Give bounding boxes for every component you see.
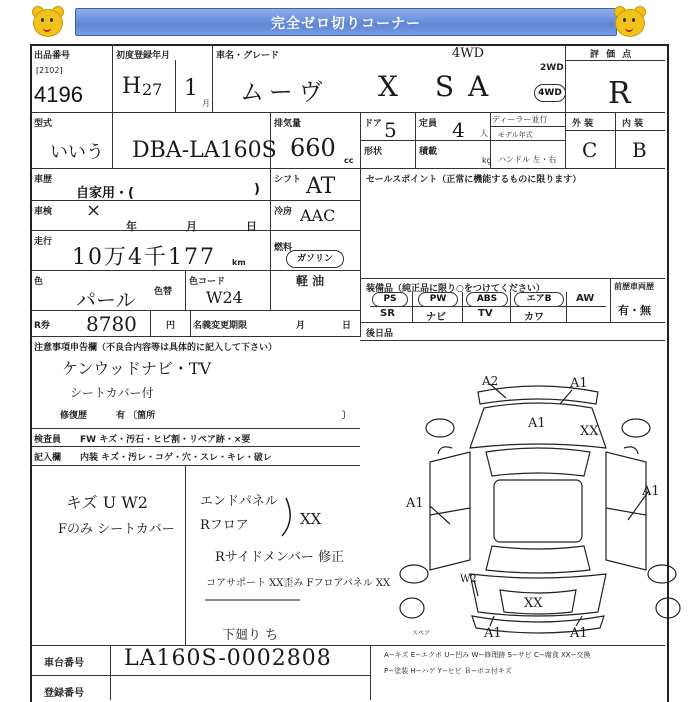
- inspection-month-unit: 月: [186, 220, 197, 233]
- color-code-label: 色コード: [189, 277, 226, 287]
- first-reg-year: 27: [142, 80, 163, 99]
- capacity-value: 4: [452, 118, 465, 142]
- equip-ps: PS: [372, 292, 408, 307]
- purpose-label: 車歴: [34, 175, 53, 185]
- car-grade: X SA: [378, 70, 503, 103]
- model-scribble: いいう: [50, 142, 104, 163]
- aircon-label: 冷房: [274, 207, 293, 217]
- sales-point-label: セールスポイント（正常に機能するものに限ります）: [366, 175, 582, 185]
- aircon-value: AAC: [300, 206, 336, 225]
- model-label: 型式: [34, 119, 53, 129]
- load-unit: kg: [482, 156, 492, 165]
- displacement-unit: cc: [344, 156, 354, 165]
- mark-a1-right: A1: [642, 484, 660, 499]
- mileage-unit: km: [232, 258, 246, 267]
- hw-right4: コアサポート XX歪み Fフロアパネル XX: [206, 578, 391, 589]
- first-reg-label: 初度登録年月: [116, 51, 171, 61]
- drive-2wd: 2WD: [540, 63, 564, 73]
- handle-label: ハンドル 左・右: [498, 155, 557, 164]
- lot-number: 4196: [34, 82, 83, 107]
- chassis-label: 車台番号: [44, 658, 84, 669]
- legend-line1: A−キズ E−エクボ U−凹み W−修理跡 S−サビ C−腐食 XX−交換: [384, 651, 591, 659]
- doors-value: 5: [384, 118, 397, 142]
- model-year-label: モデル年式: [498, 131, 533, 139]
- first-reg-era: H: [122, 74, 142, 99]
- inspection-label: 車検: [34, 207, 53, 217]
- revision-day-unit: 日: [342, 321, 352, 331]
- equip-sr: SR: [380, 308, 395, 319]
- notes-label: 注意事項申告欄（不良合内容等は具体的に記入して下さい）: [34, 343, 278, 353]
- recycle-label: R券: [34, 321, 50, 331]
- capacity-unit: 人: [480, 129, 488, 138]
- inspection-day-unit: 日: [246, 220, 257, 233]
- notes-line2: シートカバー付: [70, 386, 154, 400]
- regno-label: 登録番号: [44, 688, 84, 699]
- inspection-mark: ×: [86, 200, 102, 221]
- hw-xx: XX: [300, 510, 322, 528]
- lot-sub: [2102]: [36, 66, 63, 75]
- mark-w2: W2: [460, 574, 477, 585]
- equip-navi: ナビ: [426, 312, 446, 323]
- doors-label: ドア: [364, 119, 382, 129]
- shift-value: AT: [306, 174, 336, 199]
- equip-airbag: エアB: [514, 292, 564, 307]
- equip-aw: AW: [576, 293, 595, 304]
- record-items: 内装 キズ・汚レ・コゲ・穴・スレ・キレ・破レ: [80, 453, 272, 463]
- inspector-items: FW キズ・汚石・ヒビ割・リペア跡・×要: [80, 435, 251, 445]
- post-install-label: 後日品: [366, 329, 394, 339]
- mark-a1-bottom-right: A1: [570, 626, 588, 641]
- hw-under: 下廻り ち: [222, 628, 279, 643]
- grade-label: 評 価 点: [590, 50, 634, 60]
- first-reg-month: 1: [184, 76, 198, 101]
- color-swap-label: 色替: [154, 287, 173, 297]
- inspection-year-unit: 年: [126, 220, 137, 233]
- color-label: 色: [34, 277, 44, 287]
- mileage-label: 走行: [34, 237, 53, 247]
- model-value: DBA-LA160S: [132, 138, 277, 163]
- repair-close: 〕: [342, 411, 352, 421]
- lot-label: 出品番号: [34, 51, 71, 61]
- record-label: 記入欄: [34, 453, 62, 463]
- hw-left2: Fのみ シートカバー: [58, 522, 175, 537]
- spare-label: スペア: [412, 630, 431, 637]
- car-drive: 4WD: [452, 46, 485, 61]
- shape-label: 形状: [364, 147, 383, 157]
- mark-a2-top: A2: [482, 374, 499, 388]
- chassis-value: LA160S-0002808: [124, 646, 332, 671]
- displacement-value: 660: [290, 134, 336, 162]
- notes-line1: ケンウッドナビ・TV: [62, 359, 212, 378]
- inspector-label: 検査員: [34, 435, 62, 445]
- hw-left1: キズ U W2: [66, 493, 148, 512]
- mark-a1-bottom-left: A1: [484, 626, 502, 641]
- grade-score: R: [608, 76, 631, 111]
- equip-tv: TV: [478, 308, 493, 319]
- color-value: パール: [76, 288, 136, 312]
- purpose-value: 自家用・(: [76, 186, 134, 201]
- mark-xx-right: XX: [580, 424, 599, 439]
- car-name: ムーヴ: [240, 78, 329, 106]
- capacity-label: 定員: [419, 119, 438, 129]
- interior-grade: B: [632, 138, 647, 162]
- mark-a1-roof: A1: [528, 416, 546, 431]
- recycle-unit: 円: [166, 321, 176, 331]
- repair-value: 有 〔箇所: [116, 411, 156, 421]
- fuel-value: ガソリン: [286, 250, 344, 268]
- exterior-grade: C: [582, 138, 598, 162]
- hw-right3: Rサイドメンバー 修正: [215, 550, 344, 565]
- page-title: 完全ゼロ切りコーナー: [271, 16, 421, 32]
- hw-right1: エンドパネル: [200, 494, 278, 509]
- revision-label: 名義変更期限: [193, 321, 248, 331]
- fuel-alt: 軽 油: [296, 274, 325, 288]
- history-value: 有・無: [618, 304, 651, 317]
- shift-label: シフト: [274, 175, 302, 185]
- mark-a1-left: A1: [406, 496, 424, 511]
- revision-month-unit: 月: [296, 321, 306, 331]
- drive-4wd: 4WD: [534, 84, 566, 102]
- fuel-label: 燃料: [274, 243, 293, 253]
- purpose-close: ): [254, 182, 260, 197]
- repair-label: 修復歴: [60, 411, 88, 421]
- dealer-label: ディーラー並行: [492, 115, 548, 124]
- legend-line2: P−塗装 H−ハゲ Y−ヒビ Ｂ−ボコ付キズ: [384, 667, 512, 675]
- color-code: W24: [206, 288, 243, 307]
- equipment-label: 装備品（純正品に限り○をつけてください）: [366, 284, 545, 294]
- hw-right2: Rフロア: [200, 518, 249, 533]
- equip-pw: PW: [418, 292, 458, 307]
- mark-xx-bottom: XX: [524, 596, 543, 611]
- interior-label: 内 装: [622, 119, 644, 129]
- mark-a1-top-right: A1: [570, 376, 588, 391]
- recycle-value: 8780: [86, 312, 137, 336]
- first-reg-month-unit: 月: [202, 99, 210, 108]
- load-label: 積載: [419, 147, 438, 157]
- mileage-value: 10万4千177: [72, 245, 216, 270]
- car-label: 車名・グレード: [216, 51, 280, 61]
- equip-abs: ABS: [466, 292, 508, 307]
- equip-leather: カワ: [524, 312, 544, 323]
- history-label: 前歴車両歴: [614, 282, 654, 291]
- exterior-label: 外 装: [572, 119, 594, 129]
- displacement-label: 排気量: [274, 119, 302, 129]
